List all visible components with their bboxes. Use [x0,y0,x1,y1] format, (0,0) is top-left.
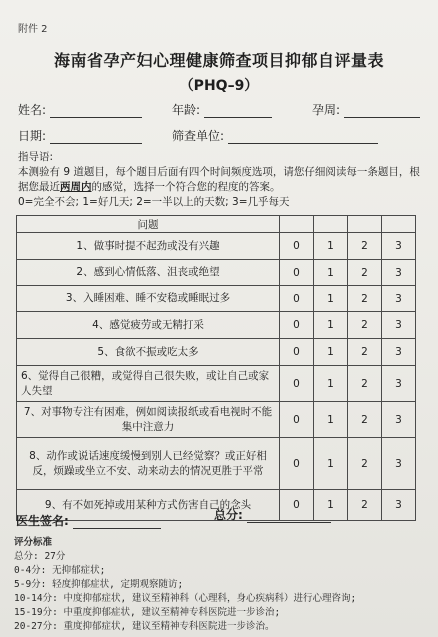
instructions [18,150,428,210]
doctor-signature-field[interactable] [16,512,161,529]
q5-option-3[interactable]: 3 [382,339,416,366]
table-row [17,260,416,286]
phq9-table [16,215,416,521]
instructions-text [18,165,428,195]
date-line[interactable] [50,131,142,144]
question-3: 3、入睡困难、睡不安稳或睡眠过多 [17,286,280,312]
q9-option-2[interactable]: 2 [348,490,382,521]
date-label: 日期: [18,129,47,143]
table-header-row [17,216,416,233]
q9-option-3[interactable]: 3 [382,490,416,521]
gestation-label: 孕周: [312,103,341,117]
q4-option-1[interactable]: 1 [314,312,348,339]
q8-option-3[interactable]: 3 [382,438,416,490]
q2-option-1[interactable]: 1 [314,260,348,286]
instructions-text-part1: 本测验有 9 道题目，每个题目后面有四个时间频度选项，请您仔细阅读每一条题目，根据您最近 [18,166,420,193]
table-row [17,286,416,312]
q2-option-2[interactable]: 2 [348,260,382,286]
age-label: 年龄: [172,103,201,117]
q7-option-1[interactable]: 1 [314,402,348,438]
table-row [17,339,416,366]
table-row [17,312,416,339]
age-field[interactable] [172,101,272,118]
table-row [17,233,416,260]
question-2: 2、感到心情低落、沮丧或绝望 [17,260,280,286]
question-5: 5、食欲不振或吃太多 [17,339,280,366]
attachment-label: 附件 2 [18,24,48,35]
question-6: 6、觉得自己很糟，或觉得自己很失败，或让自己或家人失望 [17,366,280,402]
doctor-signature-label: 医生签名: [16,514,69,528]
total-score-label: 总分: [214,508,243,522]
question-header: 问题 [17,216,280,233]
q4-option-3[interactable]: 3 [382,312,416,339]
q6-option-0[interactable]: 0 [280,366,314,402]
criteria-heading: 评分标准 [14,537,53,548]
name-label: 姓名: [18,103,47,117]
q4-option-2[interactable]: 2 [348,312,382,339]
criteria-line: 10-14分: 中度抑郁症状, 建议至精神科（心理科，身心疾病科）进行心理咨询; [14,593,357,604]
date-field[interactable] [18,127,142,144]
gestation-field[interactable] [312,101,420,118]
q5-option-0[interactable]: 0 [280,339,314,366]
name-field[interactable] [18,101,142,118]
instructions-emphasis: 两周内 [60,181,92,193]
q6-option-1[interactable]: 1 [314,366,348,402]
header-blank-0 [280,216,314,233]
unit-field[interactable] [172,127,378,144]
q1-option-2[interactable]: 2 [348,233,382,260]
q1-option-1[interactable]: 1 [314,233,348,260]
q2-option-0[interactable]: 0 [280,260,314,286]
q1-option-3[interactable]: 3 [382,233,416,260]
question-1: 1、做事时提不起劲或没有兴趣 [17,233,280,260]
criteria-line: 20-27分: 重度抑郁症状, 建议至精神专科医院进一步诊治。 [14,621,275,632]
header-blank-2 [348,216,382,233]
q2-option-3[interactable]: 3 [382,260,416,286]
table-row [17,438,416,490]
name-line[interactable] [50,105,142,118]
q7-option-0[interactable]: 0 [280,402,314,438]
q6-option-2[interactable]: 2 [348,366,382,402]
header-blank-3 [382,216,416,233]
criteria-line: 0-4分: 无抑郁症状; [14,565,106,576]
gestation-line[interactable] [344,105,420,118]
q6-option-3[interactable]: 3 [382,366,416,402]
q5-option-1[interactable]: 1 [314,339,348,366]
unit-line[interactable] [228,131,378,144]
q7-option-2[interactable]: 2 [348,402,382,438]
q8-option-0[interactable]: 0 [280,438,314,490]
q3-option-0[interactable]: 0 [280,286,314,312]
doctor-signature-line[interactable] [73,516,161,529]
q4-option-0[interactable]: 0 [280,312,314,339]
scoring-criteria [14,536,434,634]
table-row [17,402,416,438]
total-score-line[interactable] [247,510,331,523]
total-score-field[interactable] [214,506,331,523]
table-row [17,366,416,402]
criteria-line: 5-9分: 轻度抑郁症状, 定期观察随访; [14,579,184,590]
unit-label: 筛查单位: [172,129,225,143]
question-7: 7、对事物专注有困难，例如阅读报纸或看电视时不能集中注意力 [17,402,280,438]
criteria-line: 15-19分: 中重度抑郁症状, 建议至精神专科医院进一步诊治; [14,607,281,618]
q3-option-1[interactable]: 1 [314,286,348,312]
instructions-label: 指导语: [18,151,54,163]
q7-option-3[interactable]: 3 [382,402,416,438]
q9-option-1[interactable]: 1 [314,490,348,521]
q3-option-2[interactable]: 2 [348,286,382,312]
q8-option-1[interactable]: 1 [314,438,348,490]
criteria-total: 总分: 27分 [14,551,66,562]
header-blank-1 [314,216,348,233]
age-line[interactable] [204,105,272,118]
question-9: 9、有不如死掉或用某种方式伤害自己的念头 [17,490,280,521]
q5-option-2[interactable]: 2 [348,339,382,366]
question-4: 4、感觉疲劳或无精打采 [17,312,280,339]
question-8: 8、动作或说话速度缓慢到别人已经觉察？或正好相反，烦躁或坐立不安、动来动去的情况更胜于平常 [17,438,280,490]
frequency-scale: 0=完全不会; 1=好几天; 2=一半以上的天数; 3=几乎每天 [18,196,290,208]
q9-option-0[interactable]: 0 [280,490,314,521]
q3-option-3[interactable]: 3 [382,286,416,312]
instructions-text-part2: 的感觉，选择一个符合您的程度的答案。 [91,181,281,193]
q8-option-2[interactable]: 2 [348,438,382,490]
q1-option-0[interactable]: 0 [280,233,314,260]
form-title: 海南省孕产妇心理健康筛查项目抑郁自评量表 [53,51,384,70]
form-subtitle: （PHQ–9） [179,78,259,94]
